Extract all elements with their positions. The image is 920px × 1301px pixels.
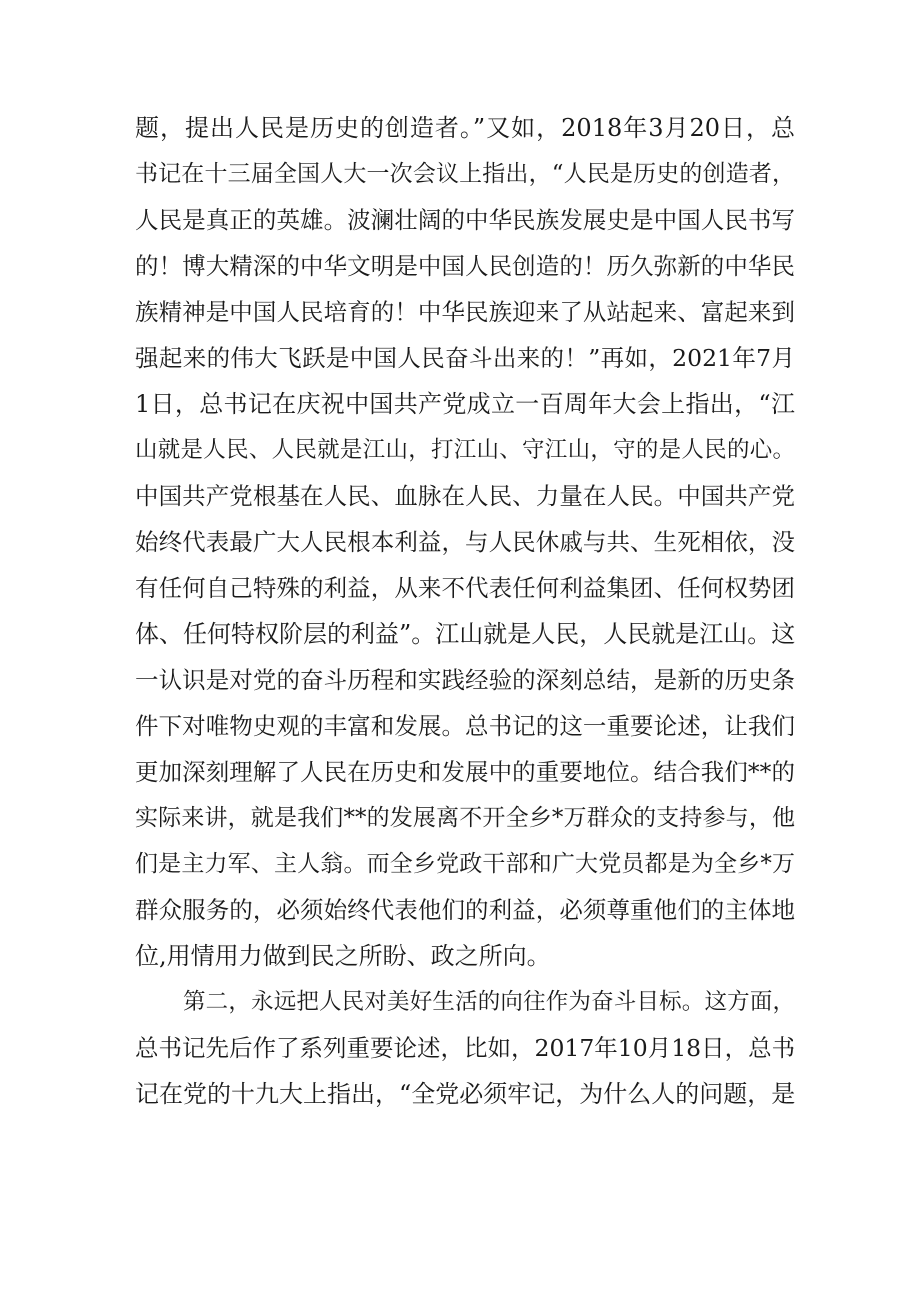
text-line-11: 有任何自己特殊的利益，从来不代表任何利益集团、任何权势团 (135, 574, 795, 602)
text-line-18: 群众服务的，必须始终代表他们的利益，必须尊重他们的主体地 (135, 896, 795, 924)
text-line-12: 体、任何特权阶层的利益”。江山就是人民，人民就是江山。这 (135, 620, 796, 648)
text-line-15: 更加深刻理解了人民在历史和发展中的重要地位。结合我们**的 (135, 758, 795, 786)
text-line-14: 件下对唯物史观的丰富和发展。总书记的这一重要论述，让我们 (135, 712, 795, 740)
text-line-17: 们是主力军、主人翁。而全乡党政干部和广大党员都是为全乡*万 (135, 851, 795, 877)
text-line-6: 强起来的伟大飞跃是中国人民奋斗出来的！”再如，2021年7月 (135, 344, 795, 372)
text-line-19: 位,用情用力做到民之所盼、政之所向。 (135, 942, 551, 970)
text-line-3: 人民是真正的英雄。波澜壮阔的中华民族发展史是中国人民书写 (135, 206, 795, 234)
text-line-2: 书记在十三届全国人大一次会议上指出，“人民是历史的创造者， (135, 161, 795, 187)
text-line-22: 记在党的十九大上指出，“全党必须牢记，为什么人的问题，是 (135, 1080, 796, 1108)
text-line-1: 题，提出人民是历史的创造者。”又如，2018年3月20日，总 (135, 114, 795, 142)
text-line-7: 1日，总书记在庆祝中国共产党成立一百周年大会上指出，“江 (135, 390, 795, 418)
text-line-20: 第二，永远把人民对美好生活的向往作为奋斗目标。这方面， (183, 989, 795, 1015)
text-line-5: 族精神是中国人民培育的！中华民族迎来了从站起来、富起来到 (135, 298, 795, 326)
text-line-10: 始终代表最广大人民根本利益，与人民休戚与共、生死相依，没 (135, 528, 795, 556)
text-line-9: 中国共产党根基在人民、血脉在人民、力量在人民。中国共产党 (135, 482, 795, 510)
text-line-21: 总书记先后作了系列重要论述，比如，2017年10月18日，总书 (135, 1034, 796, 1062)
text-line-13: 一认识是对党的奋斗历程和实践经验的深刻总结，是新的历史条 (135, 666, 795, 694)
text-line-8: 山就是人民、人民就是江山，打江山、守江山，守的是人民的心。 (135, 437, 795, 463)
text-line-4: 的！博大精深的中华文明是中国人民创造的！历久弥新的中华民 (135, 252, 795, 280)
text-line-16: 实际来讲，就是我们**的发展离不开全乡*万群众的支持参与，他 (135, 805, 795, 831)
